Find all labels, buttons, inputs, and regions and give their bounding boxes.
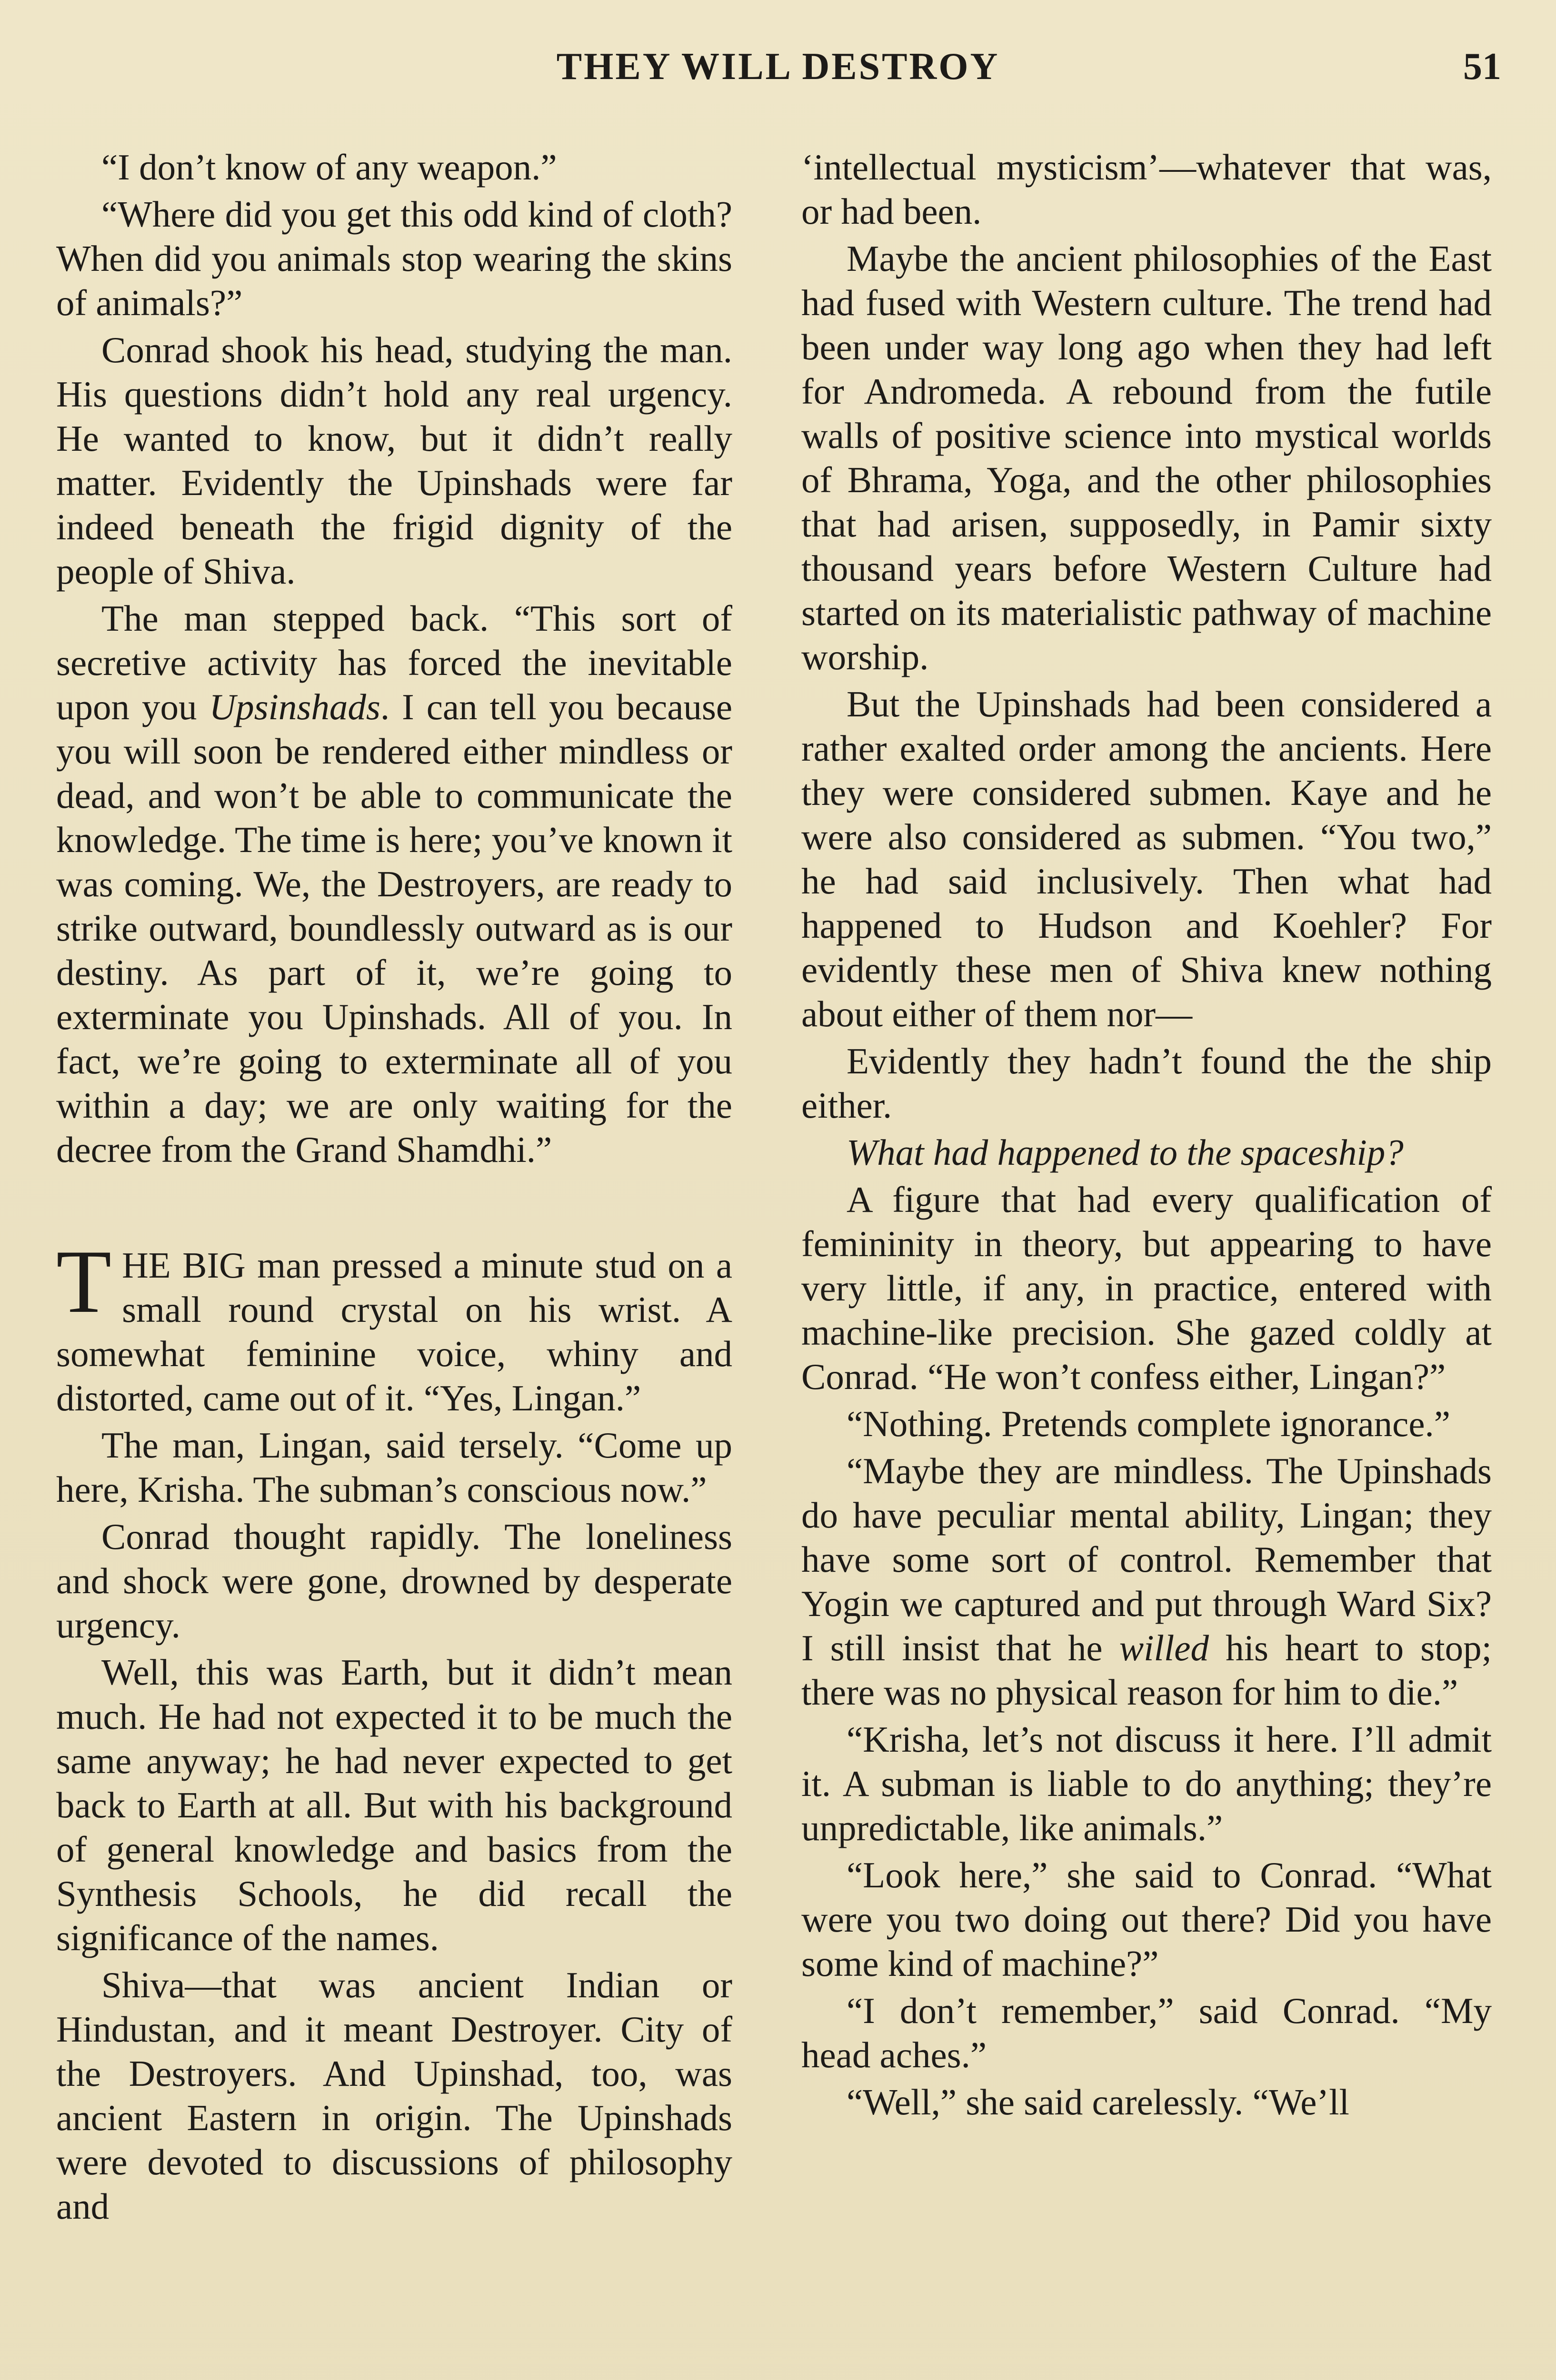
paragraph: “Where did you get this odd kind of cloth? When did you animals stop wearing the skins of animals?” — [56, 194, 732, 323]
right-text-column — [801, 145, 1492, 2127]
paragraph: “I don’t know of any weapon.” — [101, 147, 557, 188]
paragraph: “Look here,” she said to Conrad. “What were you two doing out there? Did you have some kind of machine?” — [801, 1854, 1492, 1984]
paragraph-text: “Maybe they are mindless. The Upinshads do have peculiar mental ability, Lingan; they have some sort of control. Remember that Yogin we captured and put through Ward Six? I still insist that he — [801, 1450, 1492, 1668]
italic-term: Upsinshads — [209, 686, 380, 727]
paragraph: The man, Lingan, said tersely. “Come up here, Krisha. The subman’s conscious now.” — [56, 1425, 732, 1510]
paragraph — [56, 596, 732, 1172]
page-title: THEY WILL DESTROY — [556, 46, 1000, 88]
paragraph-text: . I can tell you because you will soon be rendered either mindless or dead, and won’t be able to communicate the knowledge. The time is here; you’ve known it was coming. We, the Destroyers, are ready to strike outward, boundlessly outward as is our destiny. As part of it, we’re going to exterminate you Upinshads. All of you. In fact, we’re going to exterminate all of you within a day; we are only waiting for the decree from the Grand Shamdhi.” — [56, 686, 733, 1170]
paragraph: A figure that had every qualification of femininity in theory, but appearing to have very little, if any, in practice, entered with machine-like precision. She gazed coldly at Conrad. “He won’t confess either, Lingan?” — [801, 1179, 1492, 1397]
section-opening-paragraph — [56, 1232, 732, 1420]
paragraph: Maybe the ancient philosophies of the East had fused with Western culture. The trend had been under way long ago when they had left for Andromeda. A rebound from the futile walls of positive science into mystical worlds of Bhrama, Yoga, and the other philosophies that had arisen, supposedly, in Pamir sixty thousand years before Western Culture had started on its materialistic pathway of machine worship. — [801, 238, 1492, 677]
paragraph: “Well,” she said carelessly. “We’ll — [847, 2082, 1349, 2122]
paragraph: Evidently they hadn’t found the the ship either. — [801, 1041, 1492, 1126]
paragraph: Conrad thought rapidly. The loneliness and shock were gone, drowned by desperate urgency. — [56, 1516, 732, 1646]
paragraph-text: his heart to stop; there was no physical reason for him to die.” — [801, 1627, 1492, 1713]
paragraph: “Nothing. Pretends complete ignorance.” — [847, 1403, 1450, 1444]
italic-term: willed — [1119, 1627, 1209, 1668]
left-text-column — [56, 145, 732, 2231]
paragraph: “Krisha, let’s not discuss it here. I’ll admit it. A subman is liable to do anything; they’re unpredictable, like animals.” — [801, 1719, 1492, 1848]
paragraph: Conrad shook his head, studying the man. His questions didn’t hold any real urgency. He wanted to know, but it didn’t really matter. Evidently the Upinshads were far indeed beneath the frigid dignity of the people of Shiva. — [56, 329, 732, 592]
paragraph: ‘intellectual mysticism’—whatever that was, or had been. — [801, 147, 1492, 232]
paragraph: Well, this was Earth, but it didn’t mean much. He had not expected it to be much the same anyway; he had never expected to get back to Earth at all. But with his background of general knowledge and basics from the Synthesis Schools, he did recall the significance of the names. — [56, 1652, 732, 1958]
paragraph-text: The man stepped back. “This sort of secretive activity has forced the inevitable upon you — [56, 598, 732, 727]
italic-paragraph: What had happened to the spaceship? — [847, 1132, 1404, 1173]
drop-cap: T — [56, 1232, 112, 1332]
page-number: 51 — [1463, 46, 1501, 88]
paragraph — [801, 1449, 1492, 1715]
paragraph: “I don’t remember,” said Conrad. “My head aches.” — [801, 1990, 1492, 2075]
paragraph-text: HE BIG man pressed a minute stud on a small round crystal on his wrist. A somewhat feminine voice, whiny and distorted, came out of it. “Yes, Lingan.” — [56, 1245, 732, 1418]
running-header — [0, 45, 1556, 98]
paragraph: But the Upinshads had been considered a rather exalted order among the ancients. Here they were considered submen. Kaye and he were also considered as submen. “You two,” he had said inclusively. Then what had happened to Hudson and Koehler? For evidently these men of Shiva knew nothing about either of them nor— — [801, 684, 1492, 1034]
paragraph: Shiva—that was ancient Indian or Hindustan, and it meant Destroyer. City of the Destroyers. And Upinshad, too, was ancient Eastern in origin. The Upinshads were devoted to discussions of philosophy and — [56, 1964, 732, 2227]
